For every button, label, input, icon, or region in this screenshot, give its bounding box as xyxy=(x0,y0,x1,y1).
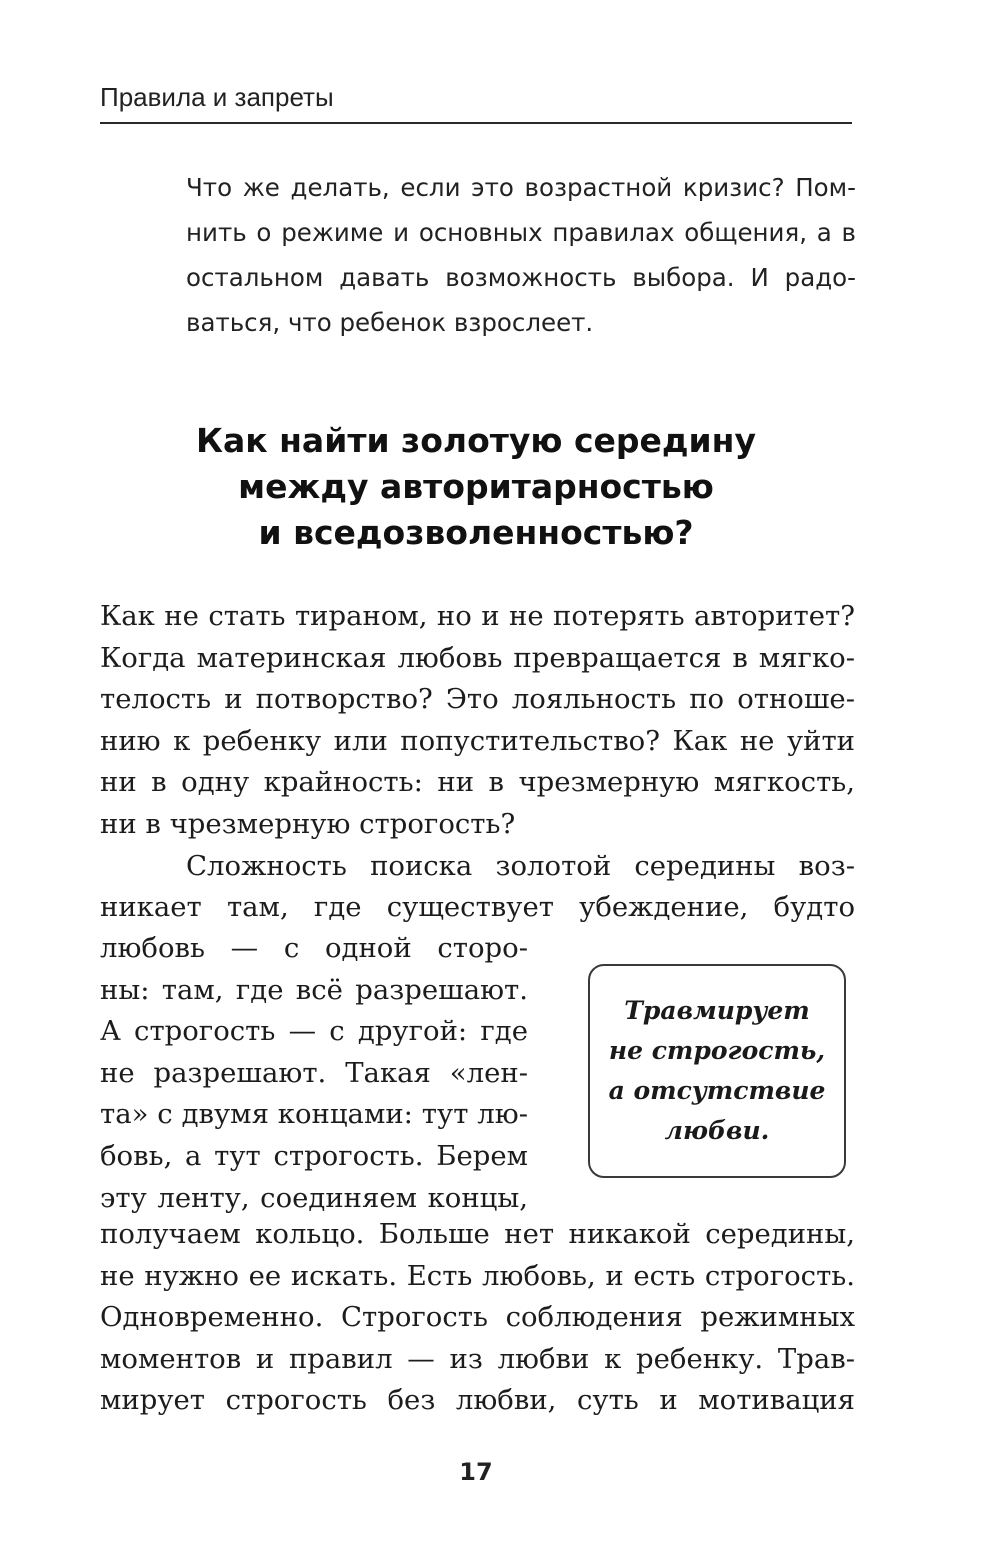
text-line: Одновременно. Строгость соблюдения режимных xyxy=(100,1301,855,1334)
text-line: моментов и правил — из любви к ребенку. Трав- xyxy=(100,1342,855,1375)
running-header xyxy=(100,82,852,124)
text-line: любовь — с одной сторо- xyxy=(100,932,528,964)
heading-line: Как найти золотую середину xyxy=(196,421,756,460)
text-line: Когда материнская любовь превращается в мягко- xyxy=(100,641,855,674)
body-paragraphs xyxy=(100,596,855,929)
text-line: бовь, а тут строгость. Берем xyxy=(100,1139,528,1172)
text-line: ни в чрезмерную строгость? xyxy=(100,807,516,840)
running-header-title: Правила и запреты xyxy=(100,82,334,112)
text-line: не нужно ее искать. Есть любовь, и есть строгость. xyxy=(100,1259,855,1292)
heading-line: между авторитарностью xyxy=(238,467,714,506)
text-line: нить о режиме и основных правилах общения, а в xyxy=(186,218,856,247)
text-line: получаем кольцо. Больше нет никакой середины, xyxy=(100,1218,855,1250)
text-line: никает там, где существует убеждение, будто xyxy=(100,891,855,924)
text-line: телость и потворство? Это лояльность по отноше- xyxy=(100,683,855,716)
intro-paragraph xyxy=(186,165,856,345)
text-line: мирует строгость без любви, суть и мотивация xyxy=(100,1384,855,1417)
text-line: Что же делать, если это возрастной кризис? Пом- xyxy=(186,173,856,202)
text-line-indented: Сложность поиска золотой середины воз- xyxy=(186,849,855,882)
text-line: остальном давать возможность выбора. И радо- xyxy=(186,263,856,292)
heading-line: и вседозволенностью? xyxy=(258,513,694,552)
text-line: ни в одну крайность: ни в чрезмерную мягкость, xyxy=(100,766,855,799)
text-line: не разрешают. Такая «лен- xyxy=(100,1056,528,1089)
text-line: А строгость — с другой: где xyxy=(100,1015,528,1048)
text-line: ны: там, где всё разрешают. xyxy=(100,973,528,1006)
wrapped-paragraph xyxy=(100,928,528,1219)
callout-line: а отсутствие xyxy=(608,1076,826,1105)
text-line: Как не стать тираном, но и не потерять авторитет? xyxy=(100,600,855,632)
callout-line: любви. xyxy=(664,1116,770,1145)
text-line: эту ленту, соединяем концы, xyxy=(100,1181,528,1214)
text-line: ваться, что ребенок взрослеет. xyxy=(186,308,594,337)
page-number: 17 xyxy=(459,1458,493,1486)
callout-box xyxy=(588,964,846,1178)
section-heading xyxy=(150,418,802,556)
text-line: нию к ребенку или попустительство? Как не уйти xyxy=(100,724,855,757)
callout-line: Травмирует xyxy=(624,996,810,1025)
callout-line: не строгость, xyxy=(608,1036,826,1065)
body-continuation xyxy=(100,1214,855,1422)
text-line: та» с двумя концами: тут лю- xyxy=(100,1098,528,1131)
